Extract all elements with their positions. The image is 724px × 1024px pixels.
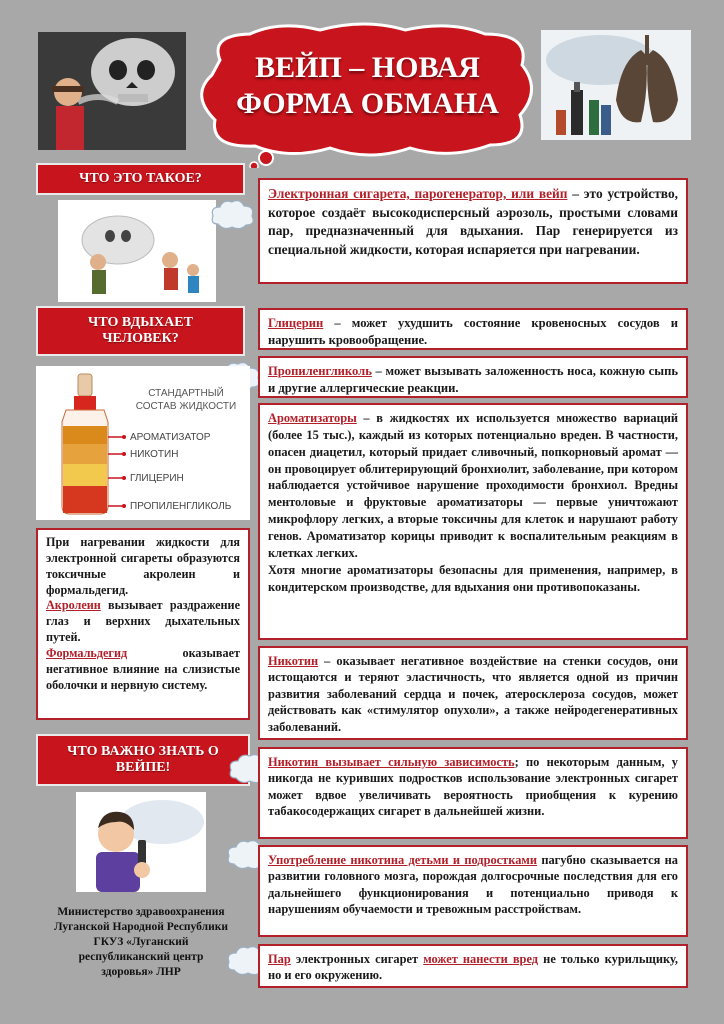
acrolein-term: Акролеин xyxy=(46,598,101,613)
heating-intro: При нагревании жидкости для электронной сигареты образуются токсичные акролеин и формальдегид. xyxy=(46,535,240,597)
addiction-term: Никотин вызывает сильную зависимость xyxy=(268,755,515,769)
composition-title-line-1: СТАНДАРТНЫЙ xyxy=(148,388,224,399)
addiction-text: ; по некоторым данным, у никогда не куривших подростков использование электронных сигарет может вдвое увеличивать вероятность приобщения к курению табакосодержащих сигарет в дальнейшей жизни. xyxy=(268,755,678,819)
section-important-label: ЧТО ВАЖНО ЗНАТЬ О ВЕЙПЕ! xyxy=(67,743,219,775)
children-text: пагубно сказывается на развитии головного мозга, порождая долгосрочные последствия для его дальнейшего функционирования и потенциально приводя к нарушениям обучаемости и тревожным расстройствам. xyxy=(268,853,678,917)
steam-text-1: электронных сигарет xyxy=(290,952,424,966)
section-inhales xyxy=(36,306,245,356)
definition-text: – это устройство, которое создаёт высокодисперсный аэрозоль, простыми словами пар, предназначенный для вдыхания. Пар генерируется из специальной жидкости, которая испаряется при нагревании. xyxy=(268,186,678,257)
heating-card xyxy=(36,528,250,720)
title-line-1: ВЕЙП – НОВАЯ xyxy=(255,51,480,84)
glycerin-card xyxy=(258,308,688,350)
cloud-icon xyxy=(210,198,256,232)
composition-title xyxy=(126,388,246,413)
section-important xyxy=(36,734,250,786)
propylene-term: Пропиленгликоль xyxy=(268,364,372,378)
footer-line: ГКУЗ «Луганский xyxy=(93,935,189,948)
composition-item: ГЛИЦЕРИН xyxy=(130,473,184,484)
definition-term: Электронная сигарета, парогенератор, или вейп xyxy=(268,186,568,201)
footer-line: Луганской Народной Республики xyxy=(54,920,228,933)
definition-card xyxy=(258,178,688,284)
composition-item: НИКОТИН xyxy=(130,449,179,460)
propylene-card xyxy=(258,356,688,398)
acrolein-text: вызывает раздражение глаз и верхних дыхательных путей. xyxy=(46,598,240,645)
composition-item: ПРОПИЛЕНГЛИКОЛЬ xyxy=(130,501,232,512)
kids-smoke-image xyxy=(58,200,216,302)
propylene-text: – может вызывать заложенность носа, кожную сыпь и другие аллергические реакции. xyxy=(268,364,678,395)
flavors-card xyxy=(258,403,688,640)
nicotine-term: Никотин xyxy=(268,654,319,668)
flavors-term: Ароматизаторы xyxy=(268,411,357,425)
steam-card xyxy=(258,944,688,988)
nicotine-card xyxy=(258,646,688,740)
title-line-2: ФОРМА ОБМАНА xyxy=(236,87,499,120)
ministry-footer xyxy=(30,905,252,980)
nicotine-text: – оказывает негативное воздействие на стенки сосудов, они истощаются и теряют эластичность, что является одной из причин развития заболеваний сердца и почек, атеросклероза сосудов, может действовать как «стимулятор опухоли», а также нейродегенеративных заболеваний. xyxy=(268,654,678,734)
formaldehyde-term: Формальдегид xyxy=(46,646,128,661)
glycerin-term: Глицерин xyxy=(268,316,324,330)
composition-title-line-2: СОСТАВ ЖИДКОСТИ xyxy=(135,400,237,412)
lungs-vape-image xyxy=(541,30,691,140)
composition-item: АРОМАТИЗАТОР xyxy=(130,432,211,443)
teen-vaping-image xyxy=(76,792,206,892)
steam-term-2: может нанести вред xyxy=(423,952,539,966)
addiction-card xyxy=(258,747,688,839)
footer-line: Министерство здравоохранения xyxy=(57,906,225,918)
steam-text-2: не только курильщику, но и его окружению. xyxy=(268,952,678,983)
glycerin-text: – может ухудшить состояние кровеносных сосудов и нарушить кровообращение. xyxy=(268,316,678,347)
steam-term-1: Пар xyxy=(268,952,291,966)
flavors-text-2: Хотя многие ароматизаторы безопасны для применения, например, в кондитерском производстве, для вдыхания они противопоказаны. xyxy=(268,562,678,594)
page-title xyxy=(220,50,515,122)
section-inhales-label: ЧТО ВДЫХАЕТ ЧЕЛОВЕК? xyxy=(88,314,193,346)
children-card xyxy=(258,845,688,937)
smoker-skull-image xyxy=(38,32,186,150)
footer-line: республиканский центр xyxy=(78,950,204,963)
section-what-is: ЧТО ЭТО ТАКОЕ? xyxy=(36,163,245,195)
footer-line: здоровья» ЛНР xyxy=(101,965,181,978)
children-term: Употребление никотина детьми и подростками xyxy=(268,853,537,867)
formaldehyde-text: оказывает негативное влияние на слизистые оболочки и нервную систему. xyxy=(46,646,240,692)
flavors-text: – в жидкостях их используется множество вариаций (более 15 тыс.), каждый из которых потенциально вреден. В частности, опасен диацетил, который придает сливочный, попкорновый аромат — он провоцирует облитерирующий бронхиолит, заболевание, при котором наблюдается устойчивое нарушение проходимости бронхиол. Вредны ментоловые и фруктовые ароматизаторы — первые уничтожают микрофлору легких, а вторые токсичны для клеток и нарушают работу генов. Ароматизатор корицы приводит к воспалительным реакциям в клетках легких. xyxy=(268,411,678,560)
